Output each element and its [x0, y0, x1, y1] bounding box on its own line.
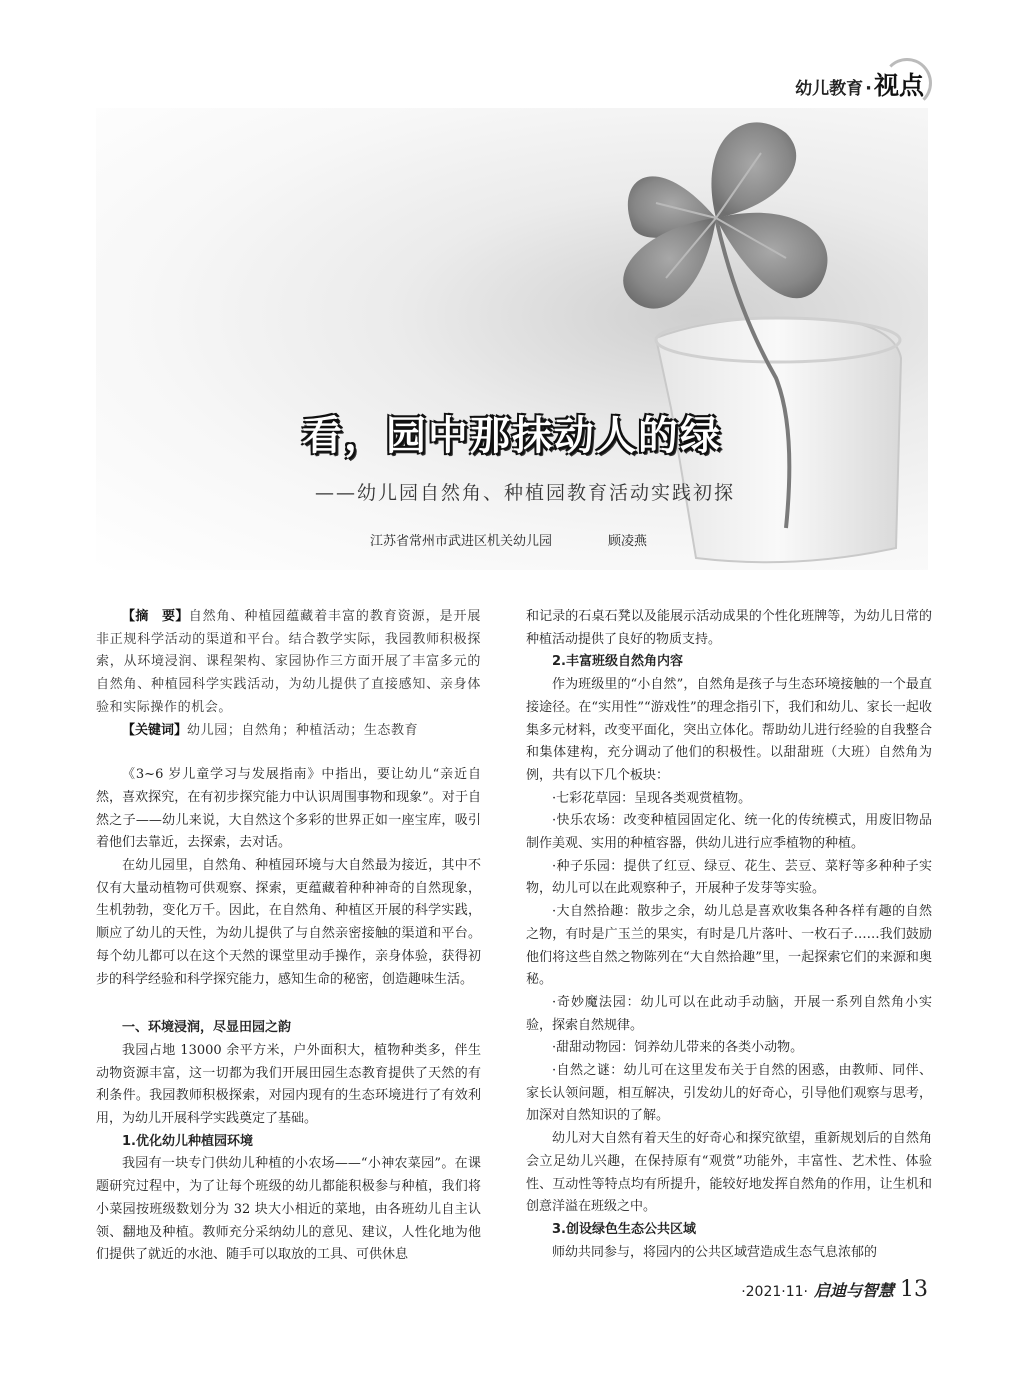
bullet-item: ·自然之谜：幼儿可在这里发布关于自然的困惑，由教师、同伴、家长认领问题，相互解决，引发幼儿的好奇心，引导他们观察与思考，加深对自然知识的了解。: [526, 1063, 932, 1124]
abstract-text: 自然角、种植园蕴藏着丰富的教育资源，是开展非正规科学活动的渠道和平台。结合教学实际，我园教师积极探索，从环境浸润、课程架构、家园协作三方面开展了丰富多元的自然角、种植园科学实践活动，为幼儿提供了直接感知、亲身体验和实际操作的机会。: [96, 609, 481, 715]
subsection-heading: 2.丰富班级自然角内容: [552, 654, 683, 670]
author-name: 顾凌燕: [608, 534, 648, 549]
right-column: [526, 606, 932, 1264]
author-line: [370, 530, 647, 549]
bullet-item: ·大自然拾趣：散步之余，幼儿总是喜欢收集各种各样有趣的自然之物，有时是广玉兰的果实，有时是几片落叶、一枚石子……我们鼓励他们将这些自然之物陈列在“大自然拾趣”里，一起探索它们的来源和奥秘。: [526, 904, 932, 988]
bullet-item: ·甜甜动物园：饲养幼儿带来的各类小动物。: [552, 1040, 804, 1056]
body-paragraph: 作为班级里的“小自然”，自然角是孩子与生态环境接触的一个最直接途径。在“实用性”“游戏性”的理念指引下，我们和幼儿、家长一起收集多元材料，改变平面化，突出立体化。帮助幼儿进行经验的自我整合和集体建构，充分调动了他们的积极性。以甜甜班（大班）自然角为例，共有以下几个板块：: [526, 677, 932, 783]
bullet-item: ·快乐农场：改变种植园固定化、统一化的传统模式，用废旧物品制作美观、实用的种植容器，供幼儿进行应季植物的种植。: [526, 813, 932, 852]
body-paragraph: 我园占地 13000 余平方米，户外面积大，植物种类多，伴生动物资源丰富，这一切都为我们开展田园生态教育提供了天然的有利条件。我园教师积极探索，对园内现有的生态环境进行了有效利用，为幼儿开展科学实践奠定了基础。: [96, 1042, 481, 1127]
keywords: [96, 720, 481, 743]
page-number: 13: [900, 1277, 928, 1302]
section-heading: 一、环境浸润，尽显田园之韵: [122, 1020, 292, 1036]
section-dot: ·: [865, 78, 872, 99]
abstract-label: 【摘 要】: [122, 609, 189, 624]
subsection-heading: 3.创设绿色生态公共区域: [552, 1221, 696, 1237]
body-paragraph: 《3~6 岁儿童学习与发展指南》中指出，要让幼儿“亲近自然，喜欢探究，在有初步探究能力中认识周围事物和现象”。对于自然之子——幼儿来说，大自然这个多彩的世界正如一座宝库，吸引着他们去靠近，去探索，去对话。: [96, 767, 481, 851]
article-title: 看，园中那抹动人的绿: [302, 413, 722, 459]
keywords-text: 幼儿园；自然角；种植活动；生态教育: [187, 722, 419, 738]
section-view: 视点: [873, 71, 924, 100]
magazine-name: 启迪与智慧: [813, 1281, 894, 1300]
body-paragraph: 和记录的石桌石凳以及能展示活动成果的个性化班牌等，为幼儿日常的种植活动提供了良好的物质支持。: [526, 609, 932, 647]
abstract: [96, 606, 481, 720]
body-paragraph: 幼儿对大自然有着天生的好奇心和探究欲望，重新规划后的自然角会立足幼儿兴趣，在保持原有“观赏”功能外，丰富性、艺术性、体验性、互动性等特点均有所提升，能较好地发挥自然角的作用，让生机和创意洋溢在班级之中。: [526, 1131, 932, 1215]
subsection-heading: 1.优化幼儿种植园环境: [122, 1133, 253, 1149]
body-paragraph: 师幼共同参与，将园内的公共区域营造成生态气息浓郁的: [552, 1244, 878, 1260]
bullet-item: ·种子乐园：提供了红豆、绿豆、花生、芸豆、菜籽等多种种子实物，幼儿可以在此观察种子，开展种子发芽等实验。: [526, 858, 932, 897]
keywords-label: 【关键词】: [122, 722, 188, 738]
section-header: [795, 66, 924, 102]
section-category: 幼儿教育: [795, 79, 864, 99]
body-paragraph: 我园有一块专门供幼儿种植的小农场——“小神农菜园”。在课题研究过程中，为了让每个班级的幼儿都能积极参与种植，我们将小菜园按班级数划分为 32 块大小相近的菜地，由各班幼儿自主认领、翻地及种植。教师充分采纳幼儿的意见、建议，人性化地为他们提供了就近的水池、随手可以取放的工具、可供休息: [96, 1156, 481, 1263]
body-paragraph: 在幼儿园里，自然角、种植园环境与大自然最为接近，其中不仅有大量动植物可供观察、探索，更蕴藏着种种神奇的自然现象，生机勃勃，变化万千。因此，在自然角、种植区开展的科学实践，顺应了幼儿的天性，为幼儿提供了与自然亲密接触的渠道和平台。每个幼儿都可以在这个天然的课堂里动手操作，亲身体验，获得初步的科学经验和科学探究能力，感知生命的秘密，创造趣味生活。: [96, 858, 481, 987]
left-column: [96, 606, 481, 1267]
bullet-item: ·奇妙魔法园：幼儿可以在此动手动脑，开展一系列自然角小实验，探索自然规律。: [526, 994, 932, 1033]
page-footer: [741, 1277, 928, 1302]
article-subtitle: ——幼儿园自然角、种植园教育活动实践初探: [315, 482, 736, 504]
spacer: [96, 742, 481, 764]
author-affiliation: 江苏省常州市武进区机关幼儿园: [370, 534, 553, 549]
issue-date: ·2021·11·: [741, 1284, 808, 1300]
clover-leaf: [711, 122, 796, 218]
bullet-item: ·七彩花草园：呈现各类观赏植物。: [552, 790, 752, 806]
